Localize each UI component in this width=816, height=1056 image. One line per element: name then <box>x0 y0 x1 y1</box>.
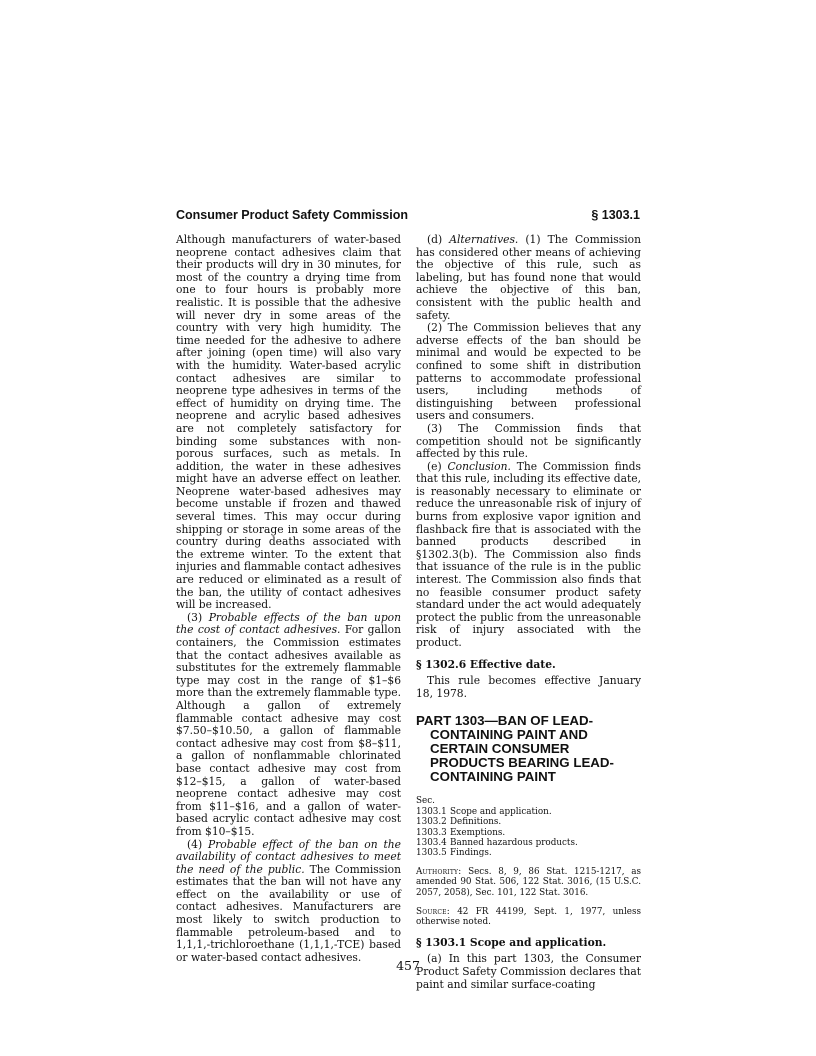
running-header-section: § 1303.1 <box>591 208 640 222</box>
paragraph-effective-date: This rule becomes effective January 18, 1978. <box>416 674 641 700</box>
toc-row <box>416 817 641 827</box>
left-column <box>176 234 401 964</box>
paragraph-scope: (a) In this part 1303, the Consumer Product Safety Commission declares that paint and similar surface-coating <box>416 952 641 991</box>
authority-note <box>416 867 641 899</box>
paragraph-body: (1) The Commission has considered other means of achieving the objective of this rule, such as labeling, but has found none that would achieve the objective of this ban, consistent with the public health and safety. <box>416 233 641 322</box>
toc-number: 1303.4 <box>416 838 447 848</box>
source-note <box>416 907 641 928</box>
toc-title: Findings. <box>450 848 492 859</box>
authority-body: Secs. 8, 9, 86 Stat. 1215-1217, as amended 90 Stat. 506, 122 Stat. 3016, (15 U.S.C. 2057, 2058), Sec. 101, 122 Stat. 3016. <box>416 866 642 898</box>
authority-label: Authority: <box>416 866 462 877</box>
paragraph-title: Probable effect of the ban on the availability of contact adhesives to meet the need of the public. <box>176 837 401 876</box>
toc-row <box>416 848 641 858</box>
part-heading: PART 1303—BAN OF LEAD-CONTAINING PAINT AND CERTAIN CONSUMER PRODUCTS BEARING LEAD-CONTAINING PAINT <box>416 713 614 785</box>
right-column <box>416 234 641 991</box>
running-header-agency: Consumer Product Safety Commission <box>176 208 408 222</box>
paragraph-body: For gallon containers, the Commission estimates that the contact adhesives available as substitutes for the extremely flammable type may cost in the range of $1–$6 more than the extremely flammable type. Although a gallon of extremely flammable contact adhesive may cost $7.50–$10.50, a gallon of flammable contact adhesive may cost from $8–$11, a gallon of nonflammable chlorinated base contact adhesive may cost from $12–$15, a gallon of water-based neoprene contact adhesive may cost from $11–$16, and a gallon of water-based acrylic contact adhesive may cost from $10–$15. <box>176 623 401 838</box>
source-body: 42 FR 44199, Sept. 1, 1977, unless otherwise noted. <box>416 906 641 928</box>
toc-number: 1303.1 <box>416 806 447 817</box>
paragraph-number: (d) <box>427 233 443 246</box>
paragraph-title: Alternatives. <box>449 233 519 246</box>
toc-title: Scope and application. <box>450 806 552 817</box>
paragraph-title: Probable effects of the ban upon the cost of contact adhesives. <box>176 610 401 637</box>
section-heading-scope: § 1303.1 Scope and application. <box>416 935 607 949</box>
paragraph-conclusion <box>416 461 641 650</box>
toc-title: Definitions. <box>450 817 502 828</box>
source-label: Source: <box>416 906 450 917</box>
paragraph-number: (e) <box>427 459 442 473</box>
paragraph-alternatives-2: (2) The Commission believes that any adverse effects of the ban should be minimal and would be expected to be confined to some shift in distribution patterns to accommodate professional users, including methods of distinguishing between professional users and consumers. <box>416 321 641 423</box>
toc-title: Exemptions. <box>450 827 506 838</box>
section-heading-effective-date: § 1302.6 Effective date. <box>416 657 556 671</box>
paragraph-alternatives-3: (3) The Commission finds that competition should not be significantly affected by this rule. <box>416 421 641 461</box>
toc-row <box>416 828 641 838</box>
paragraph-body: The Commission finds that this rule, including its effective date, is reasonably necessary to eliminate or reduce the unreasonable risk of injury of burns from explosive vapor ignition and flashback fire that is associated with the banned products described in §1302.3(b). The Commission also finds that issuance of the rule is in the public interest. The Commission also finds that no feasible consumer product safety standard under the act would adequately protect the public from the unreasonable risk of injury associated with the product. <box>416 459 641 649</box>
paragraph-humidity: Although manufacturers of water-based neoprene contact adhesives claim that their products will dry in 30 minutes, for most of the country a drying time from one to four hours is probably more realistic. It is possible that the adhesive will never dry in some areas of the country with very high humidity. The time needed for the adhesive to adhere after joining (open time) will also vary with the humidity. Water-based acrylic contact adhesives are similar to neoprene type adhesives in terms of the effect of humidity on drying time. The neoprene and acrylic based adhesives are not completely satisfactory for binding some substances with non-porous surfaces, such as metals. In addition, the water in these adhesives might have an adverse effect on leather. Neoprene water-based adhesives may become unstable if frozen and thawed several times. This may occur during shipping or storage in some areas of the country during deaths associated with the extreme winter. To the extent that injuries and flammable contact adhesives are reduced or eliminated as a result of the ban, the utility of contact adhesives will be increased. <box>176 233 401 612</box>
paragraph-availability <box>176 839 401 965</box>
toc-label: Sec. <box>416 796 435 807</box>
page-number: 457 <box>396 958 420 973</box>
table-of-contents <box>416 796 641 858</box>
toc-number: 1303.3 <box>416 827 447 838</box>
paragraph-cost-effects <box>176 612 401 839</box>
paragraph-body: The Commission estimates that the ban will not have any effect on the availability or use of contact adhesives. Manufacturers are most likely to switch production to flammable petroleum-based and to 1,1,1,-trichloroethane (1,1,1,-TCE) based or water-based contact adhesives. <box>176 862 401 964</box>
paragraph-alternatives <box>416 234 641 322</box>
toc-row <box>416 807 641 817</box>
toc-number: 1303.5 <box>416 848 447 859</box>
toc-row <box>416 838 641 848</box>
paragraph-number: (3) <box>187 610 203 624</box>
paragraph-title: Conclusion. <box>447 459 511 473</box>
toc-number: 1303.2 <box>416 817 447 828</box>
paragraph-number: (4) <box>187 837 203 851</box>
toc-title: Banned hazardous products. <box>450 838 578 848</box>
